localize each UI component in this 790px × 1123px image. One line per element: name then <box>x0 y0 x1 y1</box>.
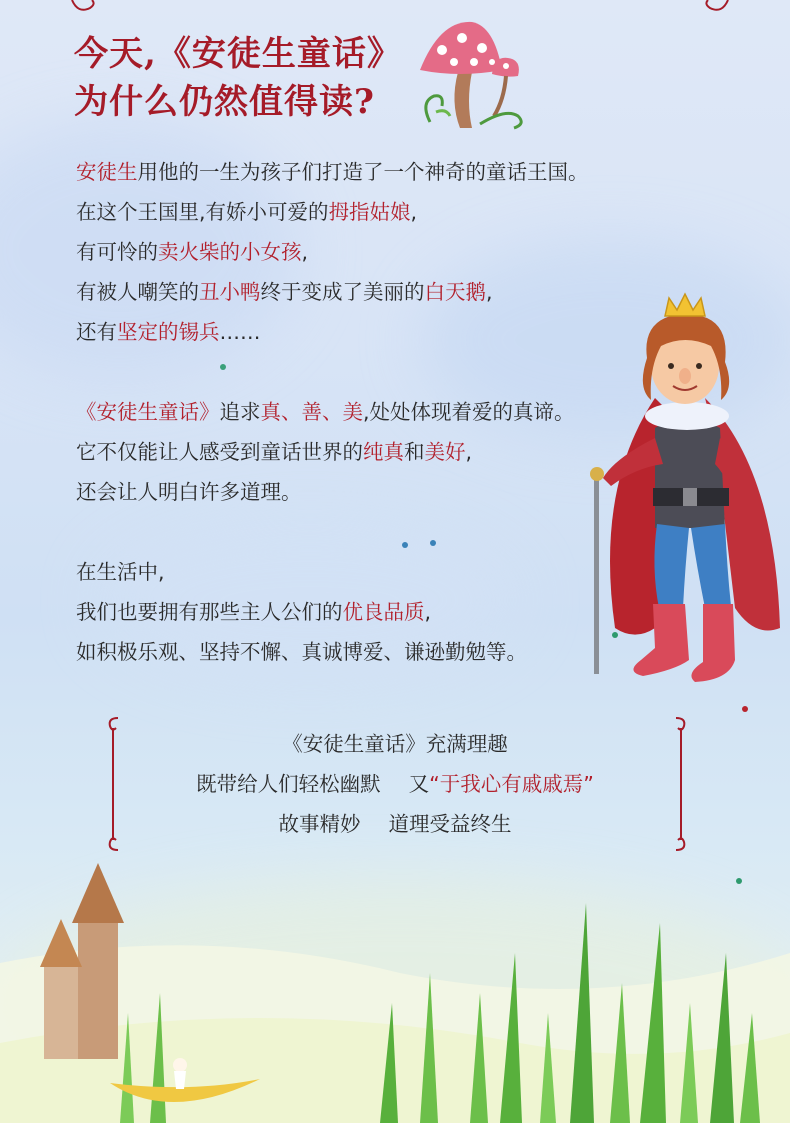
title-line-2: 为什么仍然值得读? <box>74 82 375 122</box>
intro-paragraph <box>76 152 589 352</box>
body-text: 既带给人们轻松幽默 <box>196 772 381 796</box>
highlight-text: 安徒生 <box>76 160 138 184</box>
highlight-text: 卖火柴的小女孩 <box>158 240 302 264</box>
body-text: ,处处体现着爱的真谛。 <box>363 400 575 424</box>
body-text: 追求 <box>219 400 261 424</box>
body-text: 道理受益终生 <box>388 812 512 836</box>
highlight-text: 纯真 <box>363 440 404 464</box>
highlight-text: “于我心有戚戚焉” <box>429 772 594 796</box>
body-text: 又 <box>408 772 430 796</box>
sparkle-dot <box>742 706 748 712</box>
body-text: 还有 <box>76 320 117 344</box>
values-paragraph <box>76 392 575 512</box>
body-text: , <box>465 440 473 464</box>
highlight-text: 坚定的锡兵 <box>117 320 220 344</box>
body-text: 有被人嘲笑的 <box>76 280 199 304</box>
highlight-text: 《安徒生童话》 <box>76 400 220 424</box>
body-text: 和 <box>404 440 425 464</box>
intro-line-5 <box>76 312 589 352</box>
life-paragraph <box>76 552 527 672</box>
body-text: 故事精妙 <box>278 812 361 836</box>
page-title <box>74 30 402 126</box>
body-text: 我们也要拥有那些主人公们的 <box>76 600 343 624</box>
quote-line-3 <box>110 804 680 844</box>
intro-line-1 <box>76 152 589 192</box>
mushroom-icon <box>410 12 530 132</box>
sparkle-dot <box>736 878 742 884</box>
sparkle-dot <box>430 540 436 546</box>
highlight-text: 优良品质 <box>342 600 425 624</box>
corner-flourish-left-icon <box>70 0 100 16</box>
meadow-landscape-icon <box>0 843 790 1123</box>
values-line-1 <box>76 392 575 432</box>
prince-illustration-icon <box>585 288 785 708</box>
intro-line-2 <box>76 192 589 232</box>
highlight-text: 真、善、美 <box>260 400 363 424</box>
values-line-3: 还会让人明白许多道理。 <box>76 480 302 504</box>
highlight-text: 丑小鸭 <box>199 280 261 304</box>
life-line-2 <box>76 592 527 632</box>
sparkle-dot <box>220 364 226 370</box>
values-line-2 <box>76 432 575 472</box>
sparkle-dot <box>612 632 618 638</box>
body-text: 终于变成了美丽的 <box>260 280 425 304</box>
body-text: …… <box>219 320 261 344</box>
life-line-1: 在生活中, <box>76 560 165 584</box>
corner-flourish-right-icon <box>700 0 730 16</box>
intro-line-4 <box>76 272 589 312</box>
life-line-3: 如积极乐观、坚持不懈、真诚博爱、谦逊勤勉等。 <box>76 640 527 664</box>
body-text: 有可怜的 <box>76 240 158 264</box>
body-text: , <box>410 200 418 224</box>
intro-line-3 <box>76 232 589 272</box>
quote-line-2 <box>110 764 680 804</box>
body-text: , <box>301 240 309 264</box>
body-text: , <box>424 600 432 624</box>
title-line-1: 今天,《安徒生童话》 <box>74 34 402 74</box>
quote-line-1: 《安徒生童话》充满理趣 <box>282 732 508 756</box>
sparkle-dot <box>402 542 408 548</box>
highlight-text: 拇指姑娘 <box>328 200 411 224</box>
quote-block <box>110 724 680 844</box>
body-text: 在这个王国里,有娇小可爱的 <box>76 200 329 224</box>
highlight-text: 白天鹅 <box>424 280 486 304</box>
highlight-text: 美好 <box>424 440 466 464</box>
body-text: 它不仅能让人感受到童话世界的 <box>76 440 363 464</box>
body-text: , <box>486 280 493 304</box>
body-text: 用他的一生为孩子们打造了一个神奇的童话王国。 <box>137 160 589 184</box>
